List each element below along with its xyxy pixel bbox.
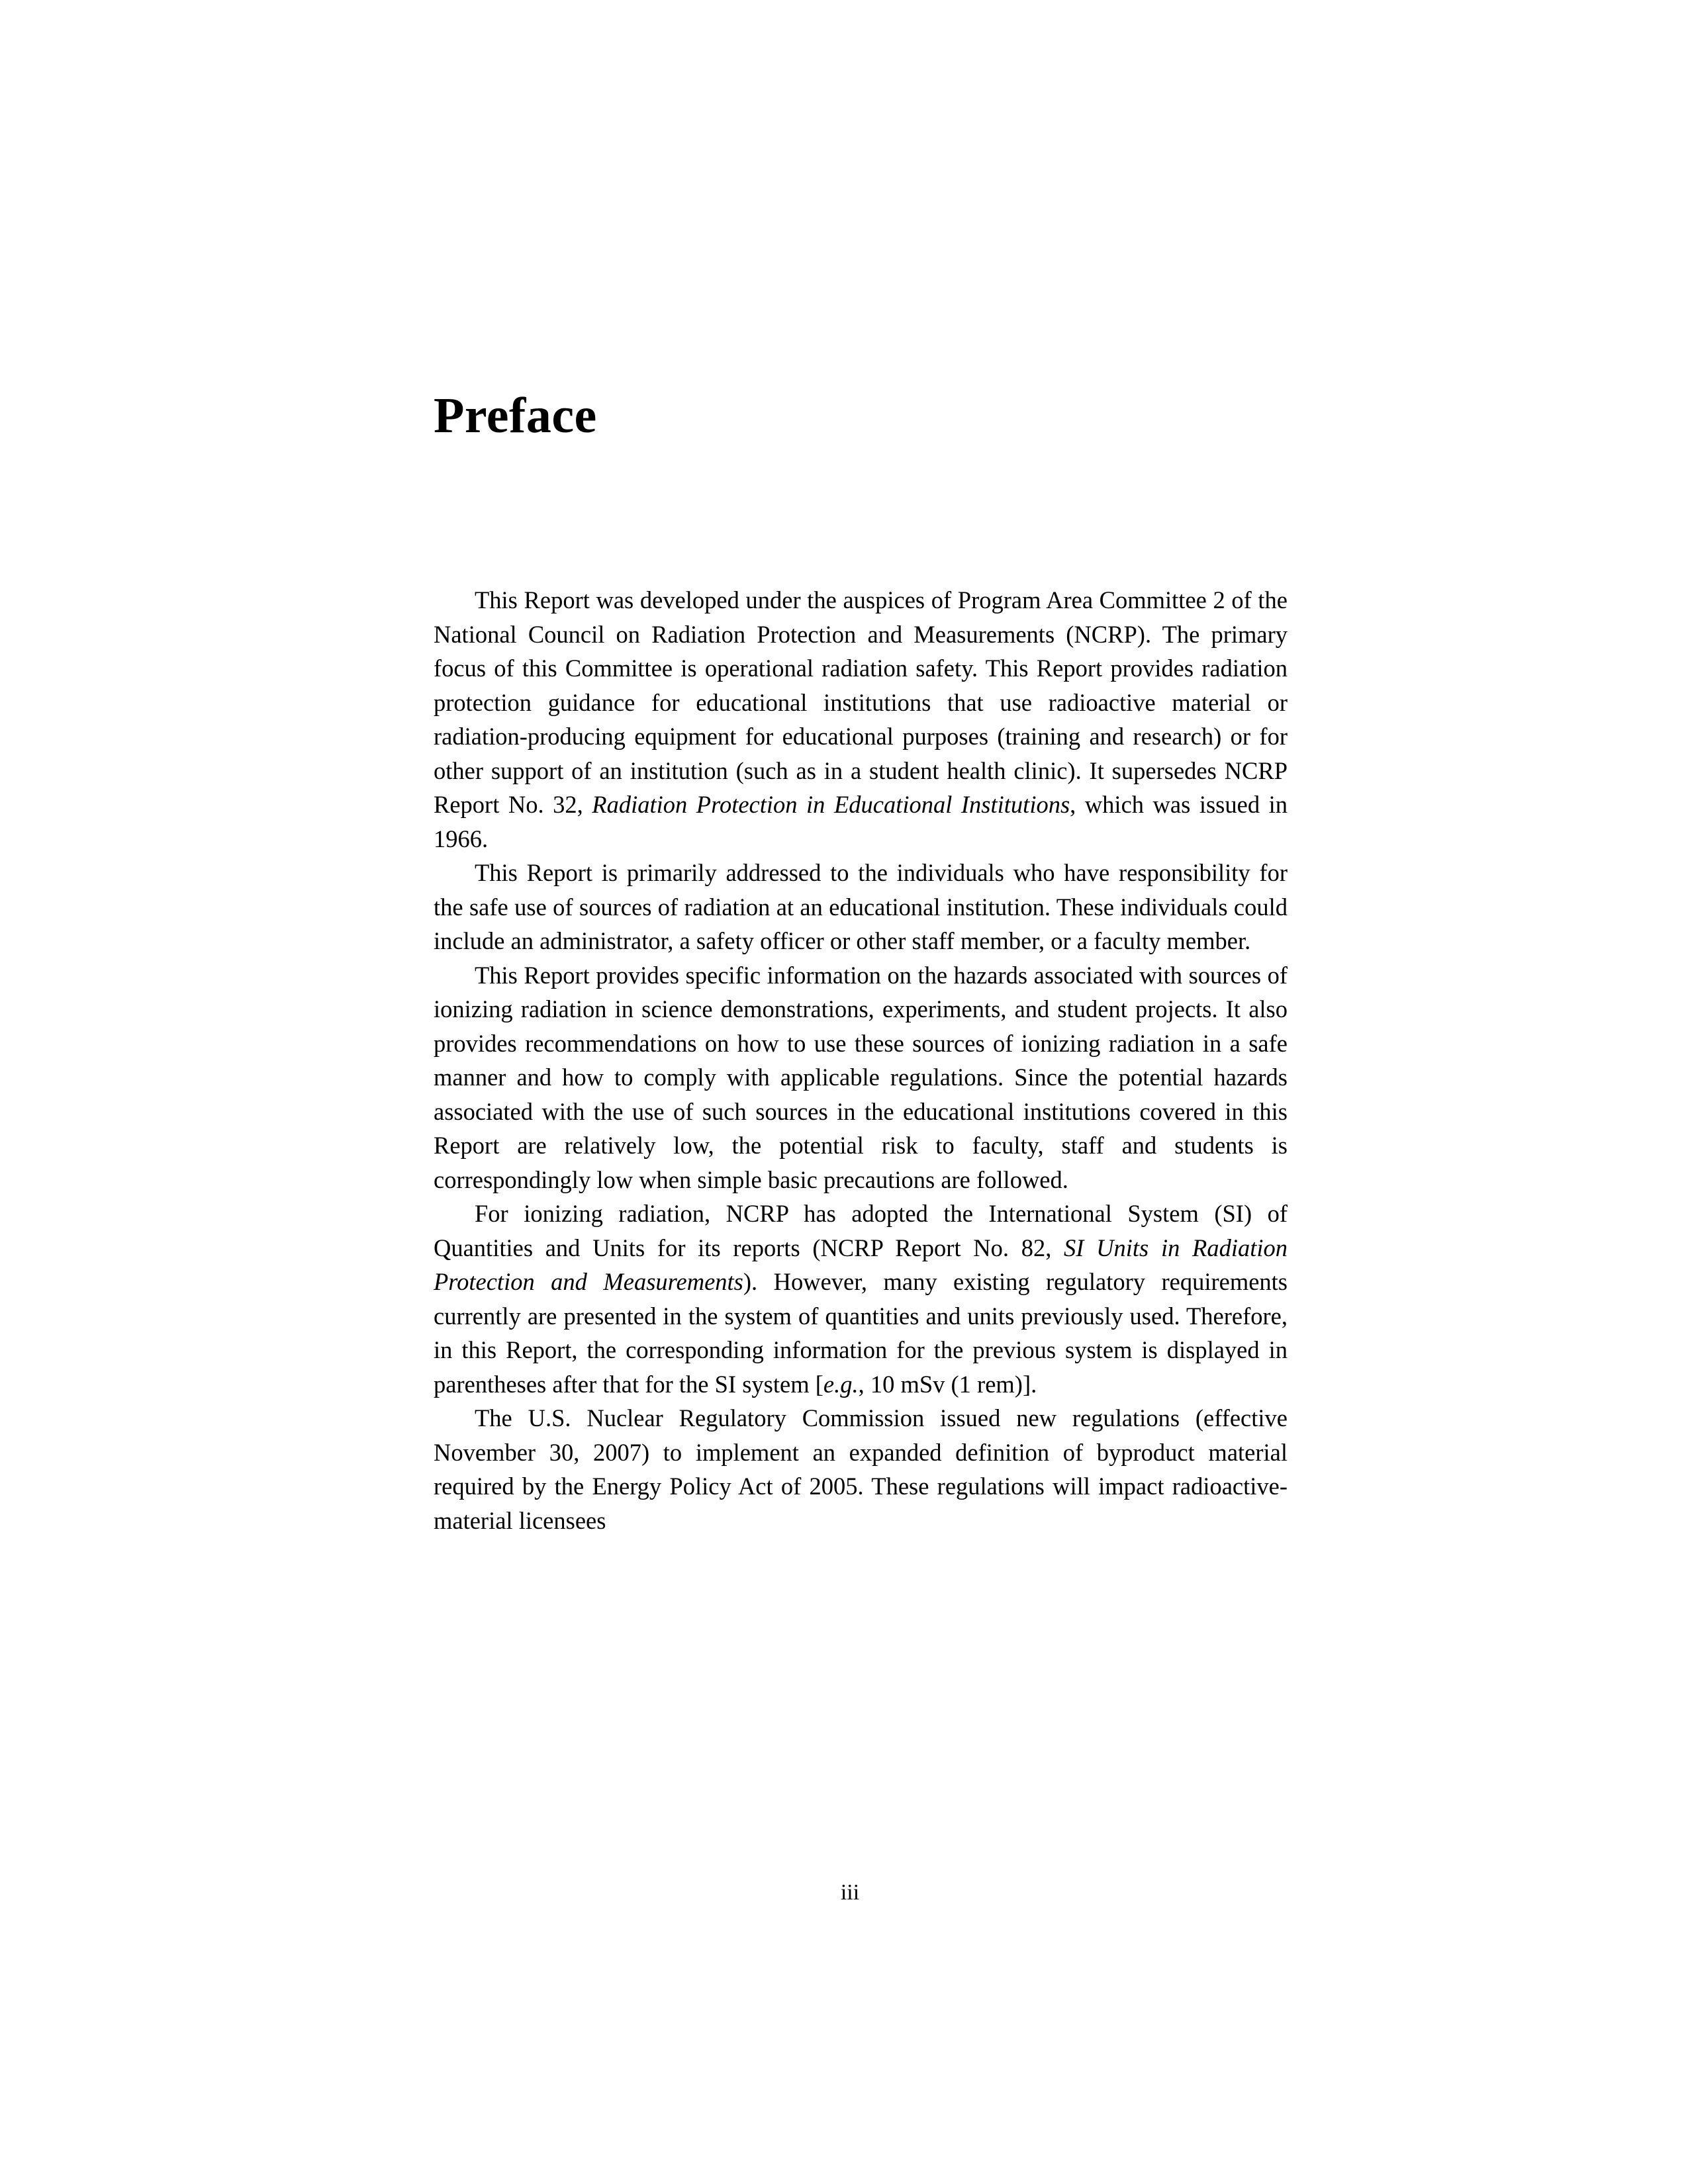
text-run: This Report is primarily addressed to the individuals who have responsibility for the safe use of sources of radiation at an educational institution. These individuals could include an administrator, a safety officer or other staff member, or a faculty member.	[434, 859, 1288, 954]
page-title: Preface	[434, 388, 597, 443]
italic-run: e.g.	[823, 1370, 859, 1398]
text-run: This Report was developed under the auspices of Program Area Committee 2 of the National Council on Radiation Protection and Measurements (NCRP). The primary focus of this Committee is operational radiation safety. This Report provides radiation protection guidance for educational institutions that use radioactive material or radiation-producing equipment for educational purposes (training and research) or for other support of an institution (such as in a student health clinic). It supersedes NCRP Report No. 32,	[434, 586, 1288, 818]
page-folio	[0, 1880, 1688, 1906]
folio-number: iii	[840, 1880, 860, 1905]
paragraph-4	[434, 1197, 1288, 1401]
page-content	[434, 390, 1288, 1537]
text-run: , 10 mSv (1 rem)].	[858, 1370, 1037, 1398]
italic-run: Radiation Protection in Educational Institutions	[592, 791, 1070, 818]
text-run: ). However, many existing regulatory requirements currently are presented in the system of quantities and units previously used. Therefore, in this Report, the corresponding information for the previous system is displayed in parentheses after that for the SI system [	[434, 1268, 1288, 1398]
italic-run: SI Units in Radiation Protection and Measurements	[434, 1234, 1288, 1295]
paragraph-5	[434, 1401, 1288, 1537]
preface-body	[434, 583, 1288, 1537]
text-run: For ionizing radiation, NCRP has adopted the International System (SI) of Quantities and Units for its reports (NCRP Report No. 82,	[434, 1200, 1288, 1261]
text-run: The U.S. Nuclear Regulatory Commission issued new regulations (effective November 30, 2007) to implement an expanded definition of byproduct material required by the Energy Policy Act of 2005. These regulations will impact radioactive-material licensees	[434, 1404, 1288, 1534]
text-run: , which was issued in 1966.	[434, 791, 1288, 852]
paragraph-1	[434, 583, 1288, 856]
paragraph-2	[434, 856, 1288, 958]
text-run: This Report provides specific information on the hazards associated with sources of ionizing radiation in science demonstrations, experiments, and student projects. It also provides recommendations on how to use these sources of ionizing radiation in a safe manner and how to comply with applicable regulations. Since the potential hazards associated with the use of such sources in the educational institutions covered in this Report are relatively low, the potential risk to faculty, staff and students is correspondingly low when simple basic precautions are followed.	[434, 961, 1288, 1193]
paragraph-3	[434, 958, 1288, 1197]
